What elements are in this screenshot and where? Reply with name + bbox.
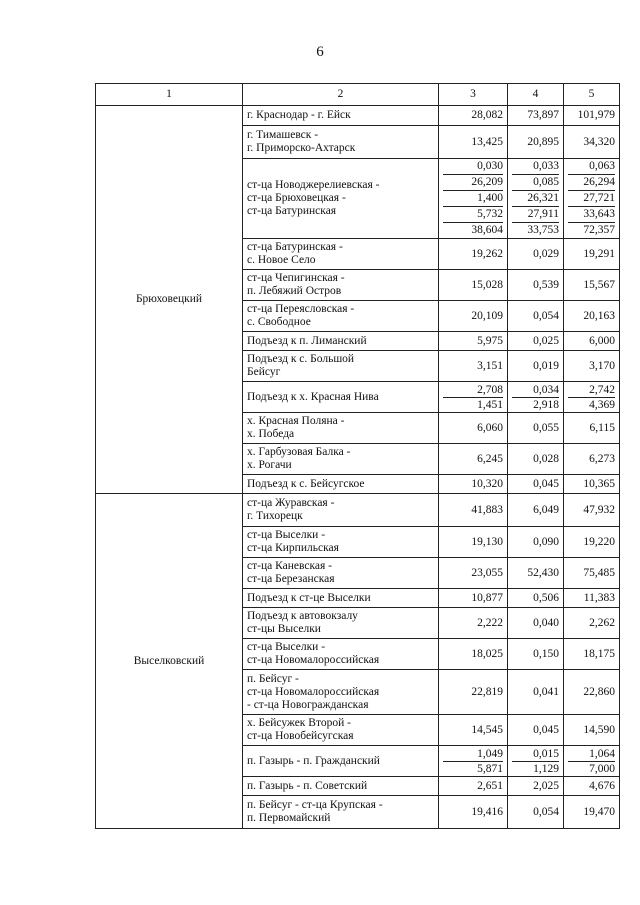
value-cell-c3: 28,082 (439, 106, 508, 126)
value-cell-c4: 52,430 (508, 558, 564, 589)
value-cell-c4: 0,045 (508, 715, 564, 746)
road-name-cell: г. Тимашевск - г. Приморско-Ахтарск (243, 126, 439, 159)
value-cell-c4: 0,041 (508, 670, 564, 715)
value-line: 27,721 (568, 191, 615, 207)
value-cell-c4: 0,054 (508, 796, 564, 829)
road-name-cell: г. Краснодар - г. Ейск (243, 106, 439, 126)
value-cell-c3: 3,151 (439, 351, 508, 382)
road-name-cell: ст-ца Чепигинская - п. Лебяжий Остров (243, 270, 439, 301)
value-cell-c3: 18,025 (439, 639, 508, 670)
road-name-cell: ст-ца Переясловская - с. Свободное (243, 301, 439, 332)
value-cell-c5: 75,485 (564, 558, 620, 589)
value-line: 0,063 (568, 159, 615, 175)
value-cell-c4: 73,897 (508, 106, 564, 126)
value-line: 33,643 (568, 207, 615, 223)
table-row (96, 494, 620, 527)
stacked-value-cell-c5 (564, 746, 620, 777)
value-line: 1,129 (533, 762, 559, 775)
road-name-cell: х. Красная Поляна - х. Победа (243, 413, 439, 444)
road-name-cell: Подъезд к х. Красная Нива (243, 382, 439, 413)
road-name-cell: ст-ца Новоджерелиевская - ст-ца Брюховецкая - ст-ца Батуринская (243, 159, 439, 239)
header-cell: 5 (564, 84, 620, 106)
road-name-cell: ст-ца Выселки - ст-ца Кирпильская (243, 527, 439, 558)
value-line: 0,034 (512, 383, 559, 398)
header-cell: 4 (508, 84, 564, 106)
value-line: 5,871 (477, 762, 503, 775)
value-cell-c3: 19,130 (439, 527, 508, 558)
value-cell-c3: 19,416 (439, 796, 508, 829)
value-line: 1,064 (568, 747, 615, 762)
road-name-cell: п. Газырь - п. Советский (243, 777, 439, 796)
value-cell-c5: 19,291 (564, 239, 620, 270)
road-name-cell: х. Бейсужек Второй - ст-ца Новобейсугская (243, 715, 439, 746)
value-cell-c5: 2,262 (564, 608, 620, 639)
value-cell-c3: 10,320 (439, 475, 508, 494)
value-cell-c5: 34,320 (564, 126, 620, 159)
value-line: 33,753 (527, 224, 559, 236)
stacked-value-cell-c4 (508, 382, 564, 413)
value-line: 26,294 (568, 175, 615, 191)
header-cell: 1 (96, 84, 243, 106)
value-cell-c4: 0,539 (508, 270, 564, 301)
value-cell-c4: 0,019 (508, 351, 564, 382)
stacked-value-cell-c5 (564, 159, 620, 239)
value-line: 0,030 (443, 159, 503, 175)
value-cell-c5: 14,590 (564, 715, 620, 746)
district-cell: Брюховецкий (96, 106, 243, 494)
value-cell-c5: 3,170 (564, 351, 620, 382)
value-cell-c3: 41,883 (439, 494, 508, 527)
road-name-cell: Подъезд к ст-це Выселки (243, 589, 439, 608)
road-name-cell: Подъезд к с. Бейсугское (243, 475, 439, 494)
value-cell-c3: 2,651 (439, 777, 508, 796)
road-name-cell: ст-ца Журавская - г. Тихорецк (243, 494, 439, 527)
road-name-cell: п. Бейсуг - ст-ца Новомалороссийская - ст-ца Новогражданская (243, 670, 439, 715)
value-cell-c5: 6,000 (564, 332, 620, 351)
stacked-value-cell-c3 (439, 159, 508, 239)
stacked-value-cell-c4 (508, 746, 564, 777)
value-cell-c4: 0,055 (508, 413, 564, 444)
value-line: 0,085 (512, 175, 559, 191)
value-line: 2,742 (568, 383, 615, 398)
value-line: 1,400 (443, 191, 503, 207)
value-line: 27,911 (512, 207, 559, 223)
value-line: 72,357 (583, 224, 615, 236)
value-line: 2,918 (533, 398, 559, 411)
value-cell-c3: 15,028 (439, 270, 508, 301)
value-cell-c5: 11,383 (564, 589, 620, 608)
road-name-cell: ст-ца Батуринская - с. Новое Село (243, 239, 439, 270)
header-row (96, 84, 620, 106)
value-cell-c4: 0,506 (508, 589, 564, 608)
value-line: 4,369 (589, 398, 615, 411)
value-cell-c4: 2,025 (508, 777, 564, 796)
value-cell-c3: 6,060 (439, 413, 508, 444)
value-cell-c4: 0,029 (508, 239, 564, 270)
value-cell-c3: 22,819 (439, 670, 508, 715)
value-cell-c3: 2,222 (439, 608, 508, 639)
value-cell-c4: 0,090 (508, 527, 564, 558)
value-cell-c3: 5,975 (439, 332, 508, 351)
value-line: 26,321 (512, 191, 559, 207)
value-line: 38,604 (471, 224, 503, 236)
road-table (95, 83, 620, 829)
value-cell-c4: 0,150 (508, 639, 564, 670)
value-cell-c3: 23,055 (439, 558, 508, 589)
road-name-cell: Подъезд к с. Большой Бейсуг (243, 351, 439, 382)
stacked-value-cell-c5 (564, 382, 620, 413)
value-cell-c5: 20,163 (564, 301, 620, 332)
value-cell-c5: 18,175 (564, 639, 620, 670)
value-cell-c4: 6,049 (508, 494, 564, 527)
value-line: 0,015 (512, 747, 559, 762)
value-line: 7,000 (589, 762, 615, 775)
value-line: 1,049 (443, 747, 503, 762)
value-cell-c3: 6,245 (439, 444, 508, 475)
table-row (96, 106, 620, 126)
page-number: 6 (316, 44, 324, 60)
value-cell-c5: 22,860 (564, 670, 620, 715)
value-cell-c5: 10,365 (564, 475, 620, 494)
value-line: 1,451 (477, 398, 503, 411)
value-cell-c5: 6,273 (564, 444, 620, 475)
value-line: 5,732 (443, 207, 503, 223)
district-cell: Выселковский (96, 494, 243, 829)
value-cell-c3: 20,109 (439, 301, 508, 332)
road-name-cell: ст-ца Выселки - ст-ца Новомалороссийская (243, 639, 439, 670)
value-cell-c3: 19,262 (439, 239, 508, 270)
stacked-value-cell-c3 (439, 382, 508, 413)
value-cell-c5: 101,979 (564, 106, 620, 126)
value-cell-c3: 14,545 (439, 715, 508, 746)
value-cell-c3: 13,425 (439, 126, 508, 159)
road-name-cell: п. Бейсуг - ст-ца Крупская - п. Первомайский (243, 796, 439, 829)
stacked-value-cell-c4 (508, 159, 564, 239)
table-body (96, 106, 620, 829)
value-cell-c4: 0,054 (508, 301, 564, 332)
road-name-cell: Подъезд к п. Лиманский (243, 332, 439, 351)
value-cell-c5: 15,567 (564, 270, 620, 301)
road-name-cell: п. Газырь - п. Гражданский (243, 746, 439, 777)
value-cell-c5: 19,470 (564, 796, 620, 829)
value-line: 26,209 (443, 175, 503, 191)
header-cell: 2 (243, 84, 439, 106)
value-cell-c4: 0,025 (508, 332, 564, 351)
value-cell-c5: 19,220 (564, 527, 620, 558)
road-name-cell: Подъезд к автовокзалу ст-цы Выселки (243, 608, 439, 639)
value-cell-c4: 0,045 (508, 475, 564, 494)
value-line: 2,708 (443, 383, 503, 398)
value-cell-c5: 47,932 (564, 494, 620, 527)
value-line: 0,033 (512, 159, 559, 175)
value-cell-c4: 0,028 (508, 444, 564, 475)
road-name-cell: ст-ца Каневская - ст-ца Березанская (243, 558, 439, 589)
value-cell-c4: 20,895 (508, 126, 564, 159)
value-cell-c3: 10,877 (439, 589, 508, 608)
value-cell-c5: 4,676 (564, 777, 620, 796)
road-name-cell: х. Гарбузовая Балка - х. Рогачи (243, 444, 439, 475)
header-cell: 3 (439, 84, 508, 106)
value-cell-c4: 0,040 (508, 608, 564, 639)
value-cell-c5: 6,115 (564, 413, 620, 444)
stacked-value-cell-c3 (439, 746, 508, 777)
